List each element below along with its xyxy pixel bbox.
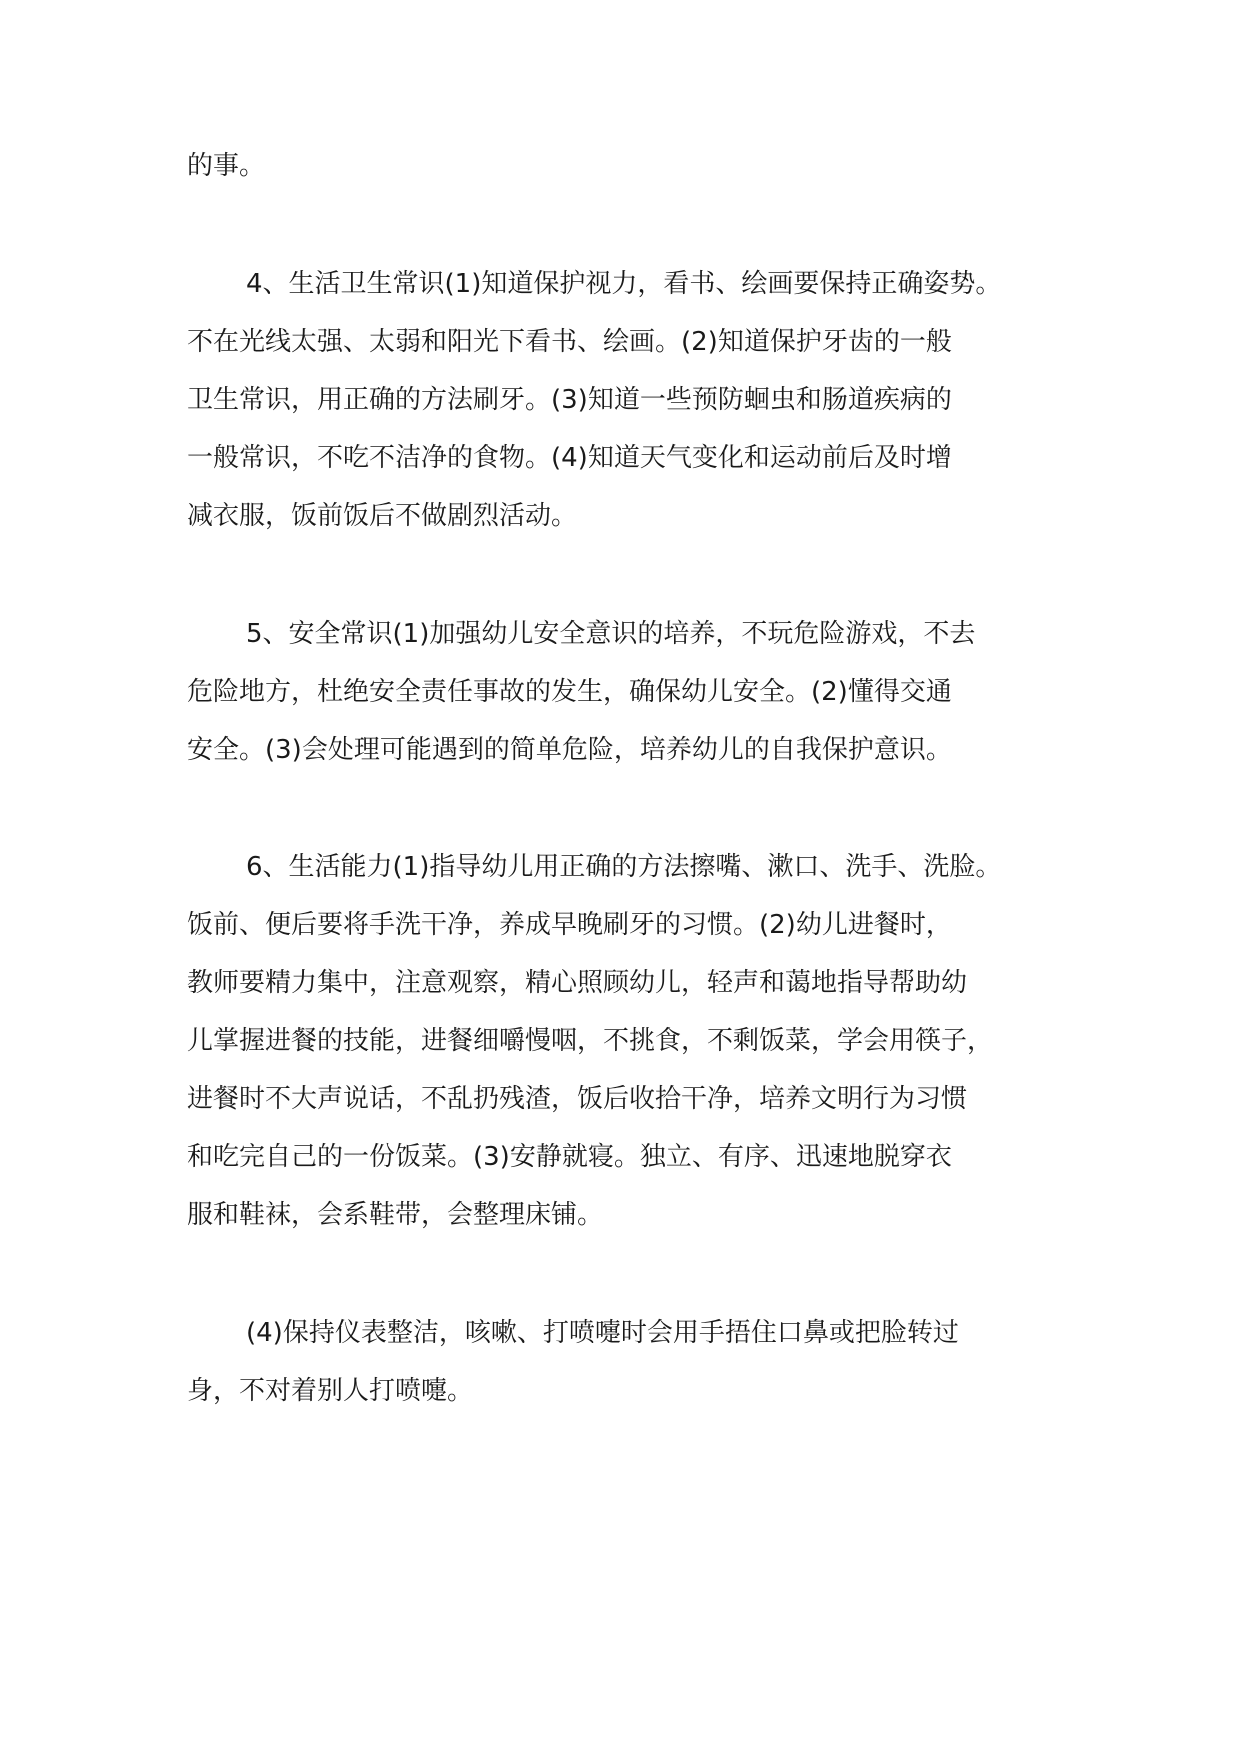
paragraph-line: (4)保持仪表整洁，咳嗽、打喷嚏时会用手捂住口鼻或把脸转过: [246, 1318, 959, 1348]
paragraph-line: 儿掌握进餐的技能，进餐细嚼慢咽，不挑食，不剩饭菜，学会用筷子，: [187, 1026, 994, 1056]
paragraph-line: 安全。(3)会处理可能遇到的简单危险，培养幼儿的自我保护意识。: [187, 735, 952, 765]
paragraph-line: 服和鞋袜，会系鞋带，会整理床铺。: [187, 1200, 604, 1230]
paragraph-line: 的事。: [187, 151, 266, 181]
paragraph-line: 卫生常识，用正确的方法刷牙。(3)知道一些预防蛔虫和肠道疾病的: [187, 385, 952, 415]
paragraph-line: 4、生活卫生常识(1)知道保护视力，看书、绘画要保持正确姿势。: [246, 269, 1002, 299]
paragraph-line: 教师要精力集中，注意观察，精心照顾幼儿，轻声和蔼地指导帮助幼: [187, 968, 968, 998]
paragraph-line: 饭前、便后要将手洗干净，养成早晚刷牙的习惯。(2)幼儿进餐时，: [187, 910, 952, 940]
paragraph-line: 不在光线太强、太弱和阳光下看书、绘画。(2)知道保护牙齿的一般: [187, 327, 952, 357]
paragraph-line: 减衣服，饭前饭后不做剧烈活动。: [187, 501, 578, 531]
paragraph-line: 一般常识，不吃不洁净的食物。(4)知道天气变化和运动前后及时增: [187, 443, 952, 473]
paragraph-line: 6、生活能力(1)指导幼儿用正确的方法擦嘴、漱口、洗手、洗脸。: [246, 852, 1002, 882]
paragraph-line: 危险地方，杜绝安全责任事故的发生，确保幼儿安全。(2)懂得交通: [187, 677, 952, 707]
paragraph-line: 5、安全常识(1)加强幼儿安全意识的培养，不玩危险游戏，不去: [246, 619, 976, 649]
paragraph-line: 身，不对着别人打喷嚏。: [187, 1376, 474, 1406]
paragraph-line: 和吃完自己的一份饭菜。(3)安静就寝。独立、有序、迅速地脱穿衣: [187, 1142, 952, 1172]
paragraph-line: 进餐时不大声说话，不乱扔残渣，饭后收拾干净，培养文明行为习惯: [187, 1084, 968, 1114]
